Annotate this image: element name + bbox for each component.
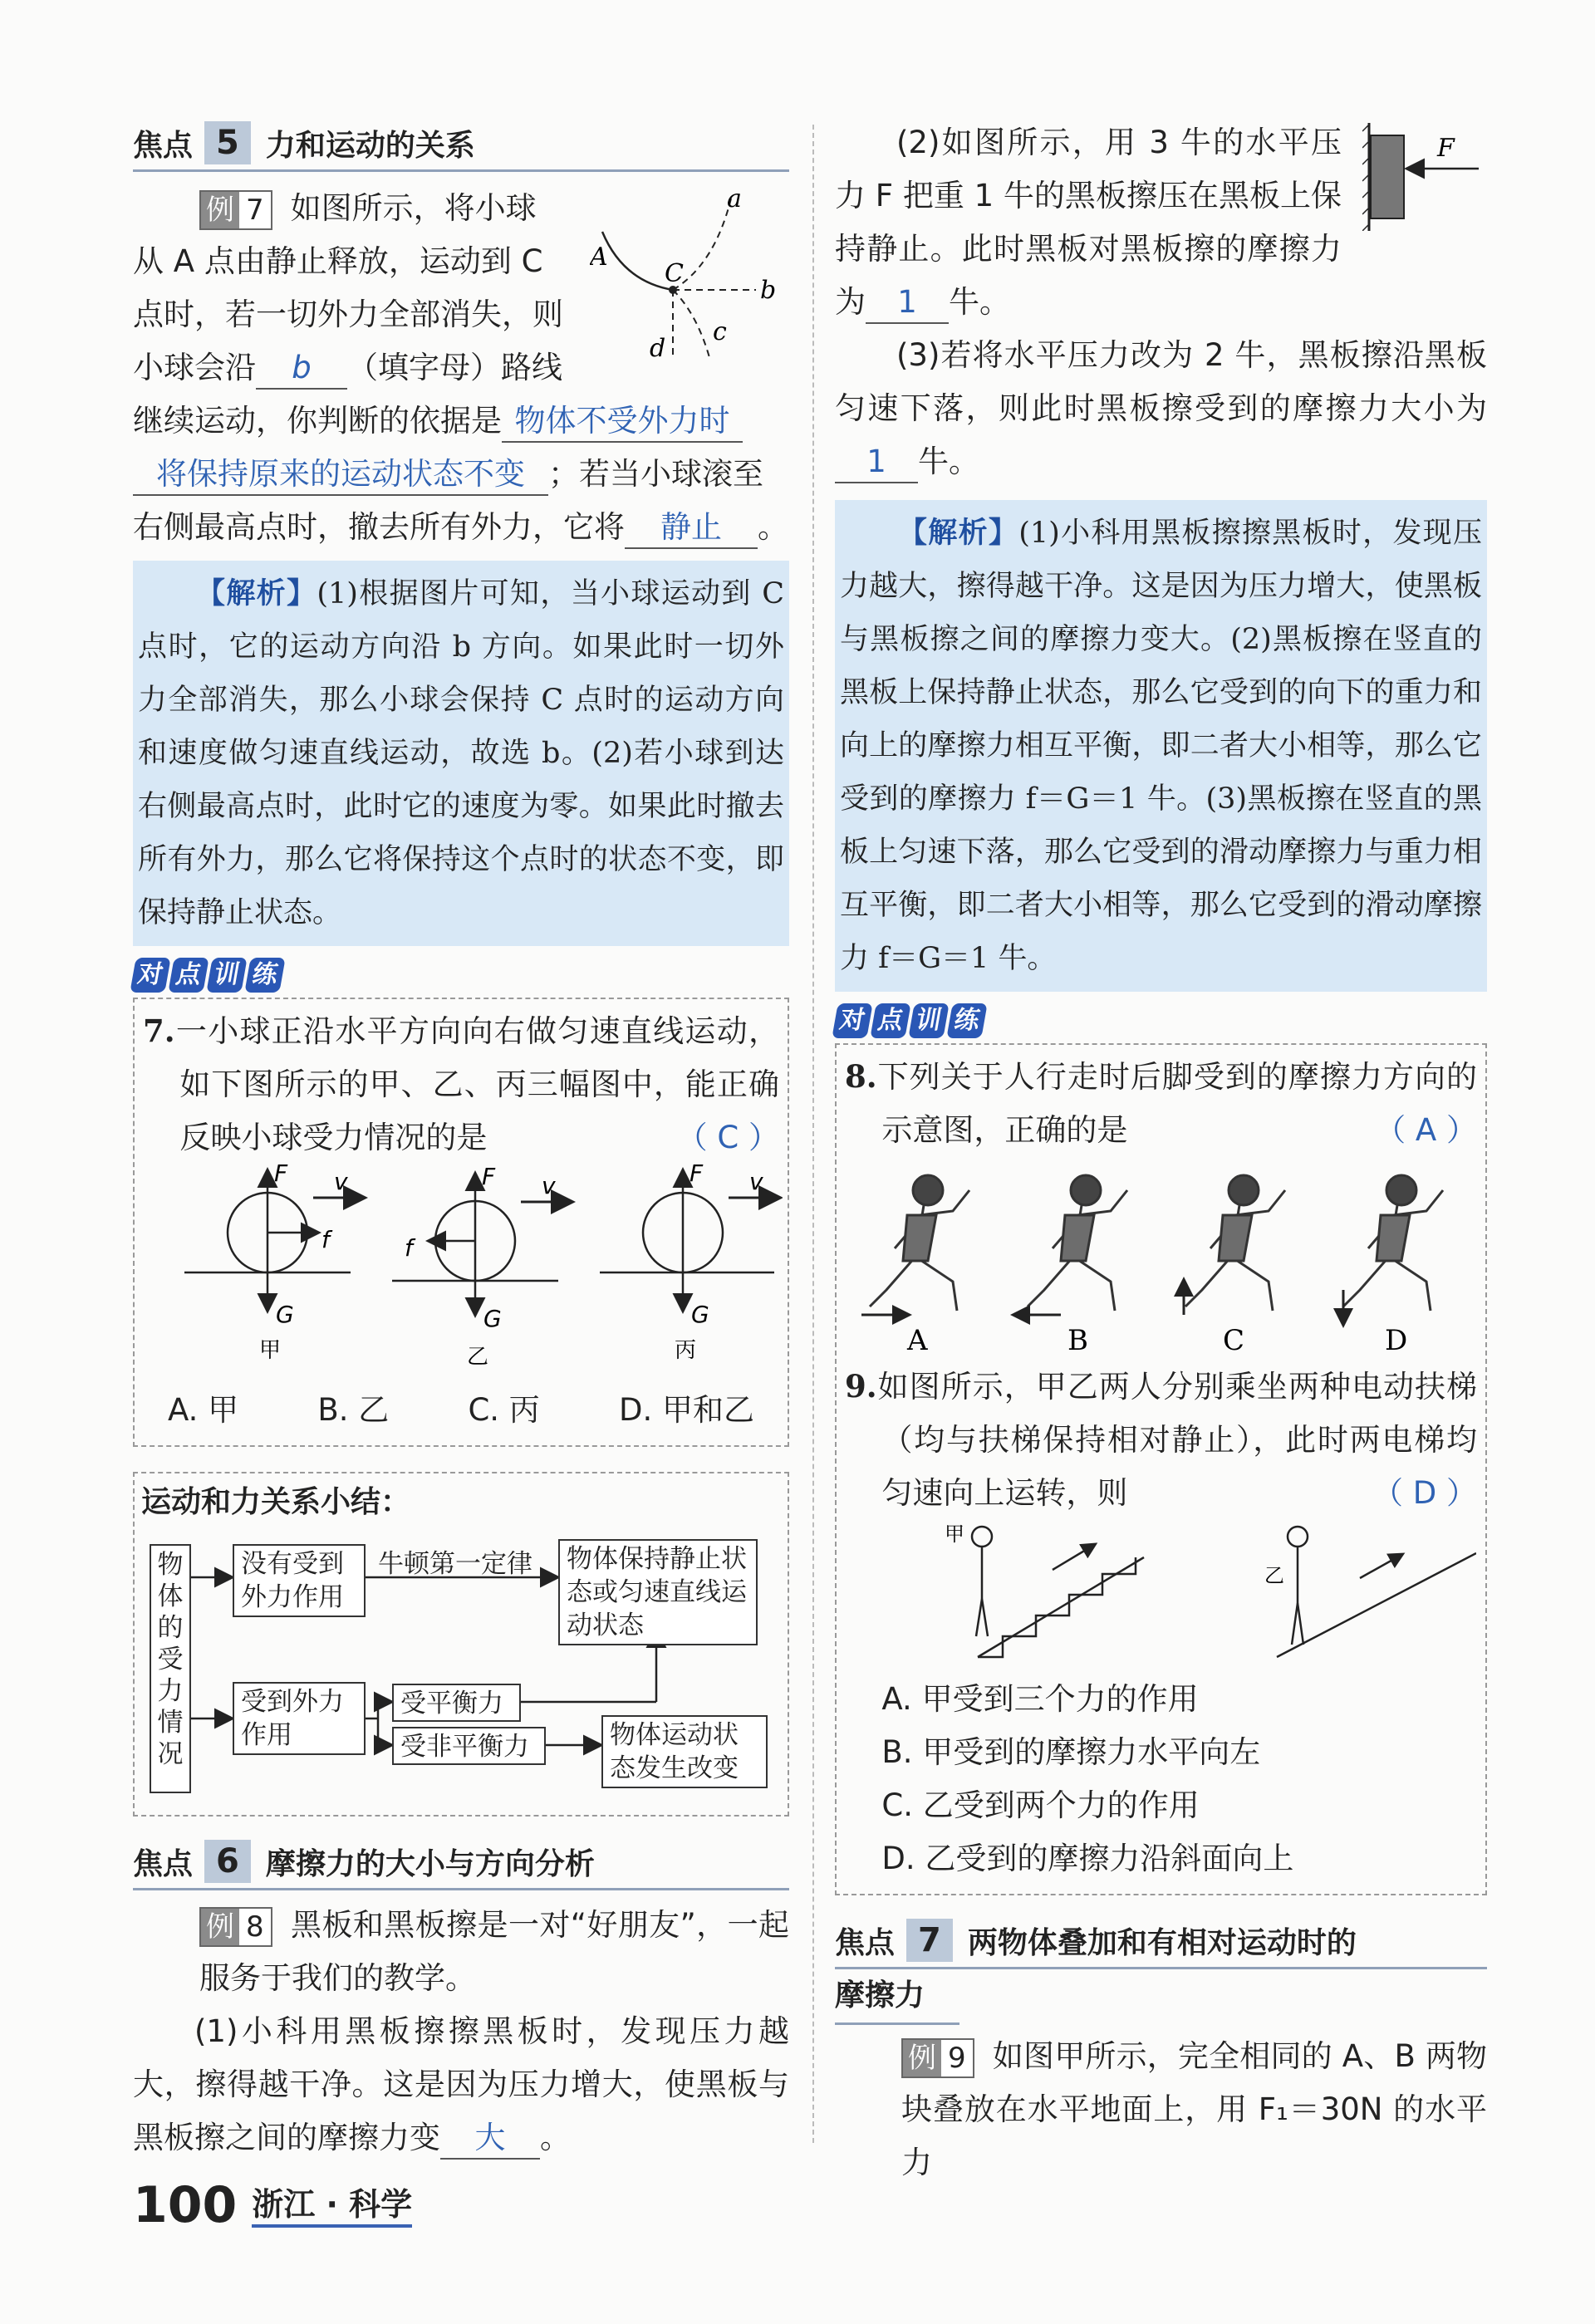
svg-text:d: d	[650, 334, 666, 363]
svg-text:f: f	[321, 1226, 330, 1253]
choice-answer: （ C ）	[676, 1120, 779, 1155]
flow-box-no-force: 没有受到外力作用	[233, 1544, 366, 1617]
focus7-heading: 焦点 7 两物体叠加和有相对运动时的	[835, 1914, 1487, 1969]
svg-text:甲: 甲	[259, 1338, 282, 1363]
option-d: D. 甲和乙	[618, 1392, 754, 1428]
example-tag: 例 7	[199, 190, 272, 230]
q7-options	[143, 1384, 779, 1437]
option-a: A. 甲受到三个力的作用	[881, 1681, 1199, 1717]
svg-text:G: G	[691, 1301, 709, 1328]
escalator-figure	[845, 1520, 1476, 1669]
svg-text:A: A	[907, 1324, 928, 1356]
flow-box-result2: 物体运动状态发生改变	[601, 1715, 768, 1788]
option-c: C. 丙	[468, 1392, 540, 1428]
example7: a b c d A C 例 7 如图所示，将小球 从 A 点由静止释放，运动到 C 点时，若一切外力全部消失，则 小球会沿 b （填字母）路线 继续运动，你判断的依据是 物体不受外力时 将保持原来的运动状态不变 ；若当小球滚至 右侧最高点时，撤去所有外力，它将 静止 。	[133, 182, 789, 554]
analysis-block: 【解析】(1)根据图片可知，当小球运动到 C 点时，它的运动方向沿 b 方向。如果此时一切外力全部消失，那么小球会保持 C 点时的运动方向和速度做匀速直线运动，故选 b。(2)若小球到达右侧最高点时，此时它的速度为零。如果此时撤去所有外力，那么它将保持这个点时的状态不变，即保持静止状态。	[133, 561, 789, 946]
ball-path-figure	[590, 182, 789, 373]
answer-blank: 1	[866, 282, 949, 324]
flow-box-left: 物体的受力情况	[150, 1544, 191, 1793]
flow-box-unbalanced: 受非平衡力	[392, 1727, 546, 1765]
svg-text:G: G	[276, 1301, 294, 1328]
column-divider	[812, 125, 814, 2143]
walking-figures	[845, 1157, 1476, 1356]
summary-title: 运动和力关系小结：	[141, 1485, 411, 1519]
focus-title: 力和运动的关系	[265, 128, 475, 163]
left-column	[133, 116, 789, 2165]
focus5-heading	[133, 116, 789, 172]
diagram-jia	[184, 1164, 363, 1363]
svg-text:甲: 甲	[945, 1522, 964, 1546]
blackboard-figure	[1362, 123, 1487, 231]
svg-text:F: F	[482, 1164, 496, 1190]
flow-box-balanced: 受平衡力	[392, 1684, 521, 1722]
focus7-title-cont: 摩擦力	[835, 1969, 959, 2025]
option-a: A. 甲	[168, 1392, 239, 1428]
flow-label-newton: 牛顿第一定律	[378, 1549, 532, 1579]
focus6-heading: 焦点 6 摩擦力的大小与方向分析	[133, 1835, 789, 1890]
option-d: D. 乙受到的摩擦力沿斜面向上	[881, 1841, 1294, 1876]
svg-text:a: a	[727, 184, 742, 213]
choice-answer: （ A ）	[1375, 1112, 1477, 1148]
summary-box	[133, 1472, 789, 1817]
ex7-text: 点时，若一切外力全部消失，则	[133, 297, 563, 332]
example8: 例 8 黑板和黑板擦是一对“好朋友”，一起服务于我们的教学。 (1)小科用黑板擦擦黑板时，发现压力越大，擦得越干净。这是因为压力增大，使黑板与黑板擦之间的摩擦力变 大 。	[133, 1899, 789, 2165]
svg-text:F: F	[690, 1164, 704, 1187]
drill-tag: 对 点 训 练	[133, 958, 282, 993]
ex7-text: 如图所示，将小球	[290, 190, 537, 226]
drill-tag-2: 对 点 训 练	[835, 1003, 984, 1038]
svg-text:v: v	[334, 1168, 348, 1195]
svg-text:v: v	[749, 1168, 763, 1195]
option-b: B. 甲受到的摩擦力水平向左	[881, 1734, 1261, 1770]
ex9-text: 如图甲所示，完全相同的 A、B 两物块叠放在水平地面上，用 F₁＝30N 的水平力	[901, 2038, 1487, 2180]
focus-number: 5	[204, 121, 251, 164]
svg-text:乙: 乙	[1264, 1564, 1284, 1587]
page-subject: 浙江 · 科学	[252, 2179, 412, 2228]
svg-text:b: b	[760, 276, 777, 305]
svg-text:C: C	[1223, 1324, 1245, 1356]
svg-text:f: f	[405, 1234, 413, 1262]
option-b: B. 乙	[317, 1392, 390, 1428]
ex8-continued: F (2)如图所示，用 3 牛的水平压力 F 把重 1 牛的黑板擦压在黑板上保持静止。此时黑板对黑板擦的摩擦力为 1 牛。 (3)若将水平压力改为 2 牛，黑板擦沿黑板匀速下落，则此时黑板擦受到的摩擦力大小为1 牛。	[835, 116, 1487, 488]
svg-text:乙: 乙	[467, 1345, 489, 1370]
analysis-block-2: 【解析】(1)小科用黑板擦擦黑板时，发现压力越大，擦得越干净。这是因为压力增大，使黑板与黑板擦之间的摩擦力变大。(2)黑板擦在竖直的黑板上保持静止状态，那么它受到的向下的重力和向上的摩擦力相互平衡，即二者大小相等，那么它受到的摩擦力 f＝G＝1 牛。(3)黑板擦在竖直的黑板上匀速下落，那么它受到的滑动摩擦力与重力相互平衡，即二者大小相等，那么它受到的滑动摩擦力 f＝G＝1 牛。	[835, 500, 1487, 992]
diagram-bing	[600, 1164, 778, 1363]
svg-text:c: c	[713, 317, 727, 346]
svg-text:F: F	[1437, 134, 1455, 163]
flow-box-result1: 物体保持静止状态或匀速直线运动状态	[558, 1539, 758, 1645]
question7-box: 7.一小球正沿水平方向向右做匀速直线运动，如下图所示的甲、乙、丙三幅图中，能正确反映小球受力情况的是 （ C ） F v f G 甲 F v f G 乙 F v G 丙 A. 甲 B. 乙 C. 丙 D. 甲和乙	[133, 998, 789, 1447]
answer-blank: 1	[835, 442, 918, 483]
page-number: 100	[133, 2176, 238, 2234]
right-column: F (2)如图所示，用 3 牛的水平压力 F 把重 1 牛的黑板擦压在黑板上保持静止。此时黑板对黑板擦的摩擦力为 1 牛。 (3)若将水平压力改为 2 牛，黑板擦沿黑板匀速下落，则此时黑板擦受到的摩擦力大小为1 牛。 【解析】(1)小科用黑板擦擦黑板时，发现压力越大，擦得越干净。这是因为压力增大，使黑板与黑板擦之间的摩擦力变大。(2)黑板擦在竖直的黑板上保持静止状态，那么它受到的向下的重力和向上的摩擦力相互平衡，即二者大小相等，那么它受到的摩擦力 f＝G＝1 牛。(3)黑板擦在竖直的黑板上匀速下落，那么它受到的滑动摩擦力与重力相互平衡，即二者大小相等，那么它受到的滑动摩擦力 f＝G＝1 牛。 对 点 训 练 8.下列关于人行走时后脚受到的摩擦力方向的示意图，正确的是 （ A ） A B C D 9.如图所示，甲乙两人分别乘坐两种电动扶梯（均与扶梯保持相对静止），此时两电梯均匀速向上运转，则 （ D ） 甲 乙 A. 甲受到三个力的作用 B. 甲受到的摩擦力水平向左 C. 乙受到两个力的作用 D. 乙受到的摩擦力沿斜面向上 焦点 7 两物体叠加和有相对运动时的 摩擦力 例 9 如图甲所示，完全相同的 A、B 两物块叠放在水平地面上，用 F₁＝30N 的水平力	[835, 116, 1487, 2189]
svg-text:A: A	[590, 243, 608, 272]
choice-answer: （ D ）	[1372, 1475, 1477, 1511]
flowchart	[141, 1527, 781, 1810]
questions-8-9-box: 8.下列关于人行走时后脚受到的摩擦力方向的示意图，正确的是 （ A ） A B C D 9.如图所示，甲乙两人分别乘坐两种电动扶梯（均与扶梯保持相对静止），此时两电梯均匀速向上运转，则 （ D ） 甲 乙 A. 甲受到三个力的作用 B. 甲受到的摩擦力水平向左 C. 乙受到两个力的作用 D. 乙受到的摩擦力沿斜面向上	[835, 1043, 1487, 1895]
answer-blank: 将保持原来的运动状态不变	[133, 454, 548, 496]
answer-blank: 物体不受外力时	[502, 401, 743, 443]
answer-blank: 大	[440, 2118, 540, 2160]
option-c: C. 乙受到两个力的作用	[881, 1787, 1200, 1823]
page-footer	[133, 2176, 412, 2234]
diagram-yi	[392, 1164, 571, 1370]
force-diagrams	[143, 1164, 783, 1380]
flow-box-force: 受到外力作用	[233, 1682, 366, 1755]
ex7-text: 从 A 点由静止释放，运动到 C	[133, 243, 543, 279]
svg-text:F: F	[274, 1164, 288, 1187]
svg-text:B: B	[1067, 1324, 1088, 1356]
svg-text:D: D	[1385, 1324, 1408, 1356]
svg-text:丙: 丙	[675, 1338, 697, 1363]
svg-text:C: C	[665, 259, 684, 288]
answer-blank: b	[256, 348, 347, 390]
svg-text:v: v	[542, 1172, 556, 1199]
answer-blank: 静止	[625, 507, 758, 549]
focus-label: 焦点	[133, 128, 194, 163]
svg-text:G: G	[483, 1305, 502, 1332]
